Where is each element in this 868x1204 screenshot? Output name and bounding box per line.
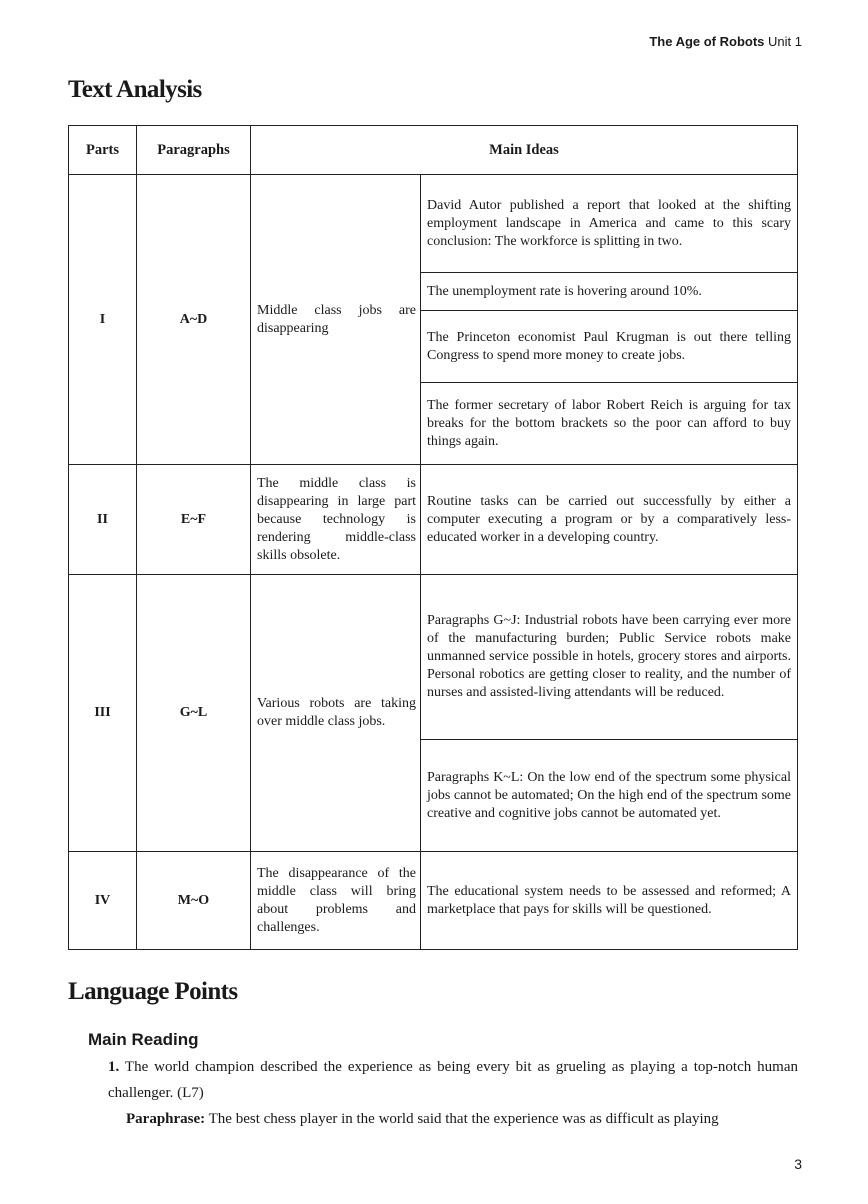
running-header <box>649 34 802 49</box>
idea-cell: David Autor published a report that looked at the shifting employment landscape in America and came to this scary conclusion: The workforce is splitting in two. <box>421 175 798 273</box>
paraphrase-item <box>126 1106 798 1132</box>
table-row <box>69 175 798 273</box>
page-number: 3 <box>794 1156 802 1172</box>
section-title-language-points: Language Points <box>68 978 238 1005</box>
idea-cell: The Princeton economist Paul Krugman is out there telling Congress to spend more money to create jobs. <box>421 311 798 383</box>
header-parts: Parts <box>69 126 137 175</box>
part-cell: I <box>69 175 137 465</box>
language-point-item <box>108 1054 798 1106</box>
main-idea-cell <box>251 175 421 465</box>
main-idea-cell: Various robots are taking over middle class jobs. <box>251 575 421 852</box>
part-cell: III <box>69 575 137 852</box>
paragraphs-cell: E~F <box>137 465 251 575</box>
running-header-title: The Age of Robots <box>649 34 765 49</box>
part-cell: II <box>69 465 137 575</box>
table-header-row <box>69 126 798 175</box>
main-idea-cell: The middle class is disappearing in large part because technology is rendering middle-class skills obsolete. <box>251 465 421 575</box>
idea-cell: Routine tasks can be carried out successfully by either a computer executing a program or by a comparatively less-educated worker in a developing country. <box>421 465 798 575</box>
text-analysis-table <box>68 125 798 950</box>
idea-cell: Paragraphs G~J: Industrial robots have been carrying ever more of the manufacturing burden; Public Service robots make unmanned service possible in hotels, grocery stores and airports. Personal robotics are getting closer to reality, and the number of nurses and assisted-living attendants will be reduced. <box>421 575 798 740</box>
paragraphs-cell: G~L <box>137 575 251 852</box>
header-paragraphs: Paragraphs <box>137 126 251 175</box>
idea-cell: The former secretary of labor Robert Reich is arguing for tax breaks for the bottom brackets so the poor can afford to buy things again. <box>421 383 798 465</box>
paragraphs-cell: M~O <box>137 852 251 950</box>
running-header-unit: Unit 1 <box>768 34 802 49</box>
table-row <box>69 852 798 950</box>
part-cell: IV <box>69 852 137 950</box>
header-main-ideas: Main Ideas <box>251 126 798 175</box>
main-idea-text: Middle class jobs are disappearing <box>257 302 416 336</box>
main-idea-cell: The disappearance of the middle class will bring about problems and challenges. <box>251 852 421 950</box>
section-title-text-analysis: Text Analysis <box>68 76 202 103</box>
table-row <box>69 465 798 575</box>
paragraphs-cell: A~D <box>137 175 251 465</box>
table-row <box>69 575 798 740</box>
subsection-title-main-reading: Main Reading <box>88 1030 199 1049</box>
item-sentence: The world champion described the experience as being every bit as grueling as playing a top-notch human challenger. (L7) <box>108 1059 799 1101</box>
idea-cell: The educational system needs to be assessed and reformed; A marketplace that pays for skills will be questioned. <box>421 852 798 950</box>
paraphrase-label: Paraphrase: <box>126 1111 206 1127</box>
idea-cell: The unemployment rate is hovering around 10%. <box>421 273 798 311</box>
paraphrase-text: The best chess player in the world said that the experience was as difficult as playing <box>208 1111 719 1127</box>
idea-cell: Paragraphs K~L: On the low end of the spectrum some physical jobs cannot be automated; On the high end of the spectrum some creative and cognitive jobs cannot be automated yet. <box>421 740 798 852</box>
item-number: 1. <box>108 1059 120 1075</box>
